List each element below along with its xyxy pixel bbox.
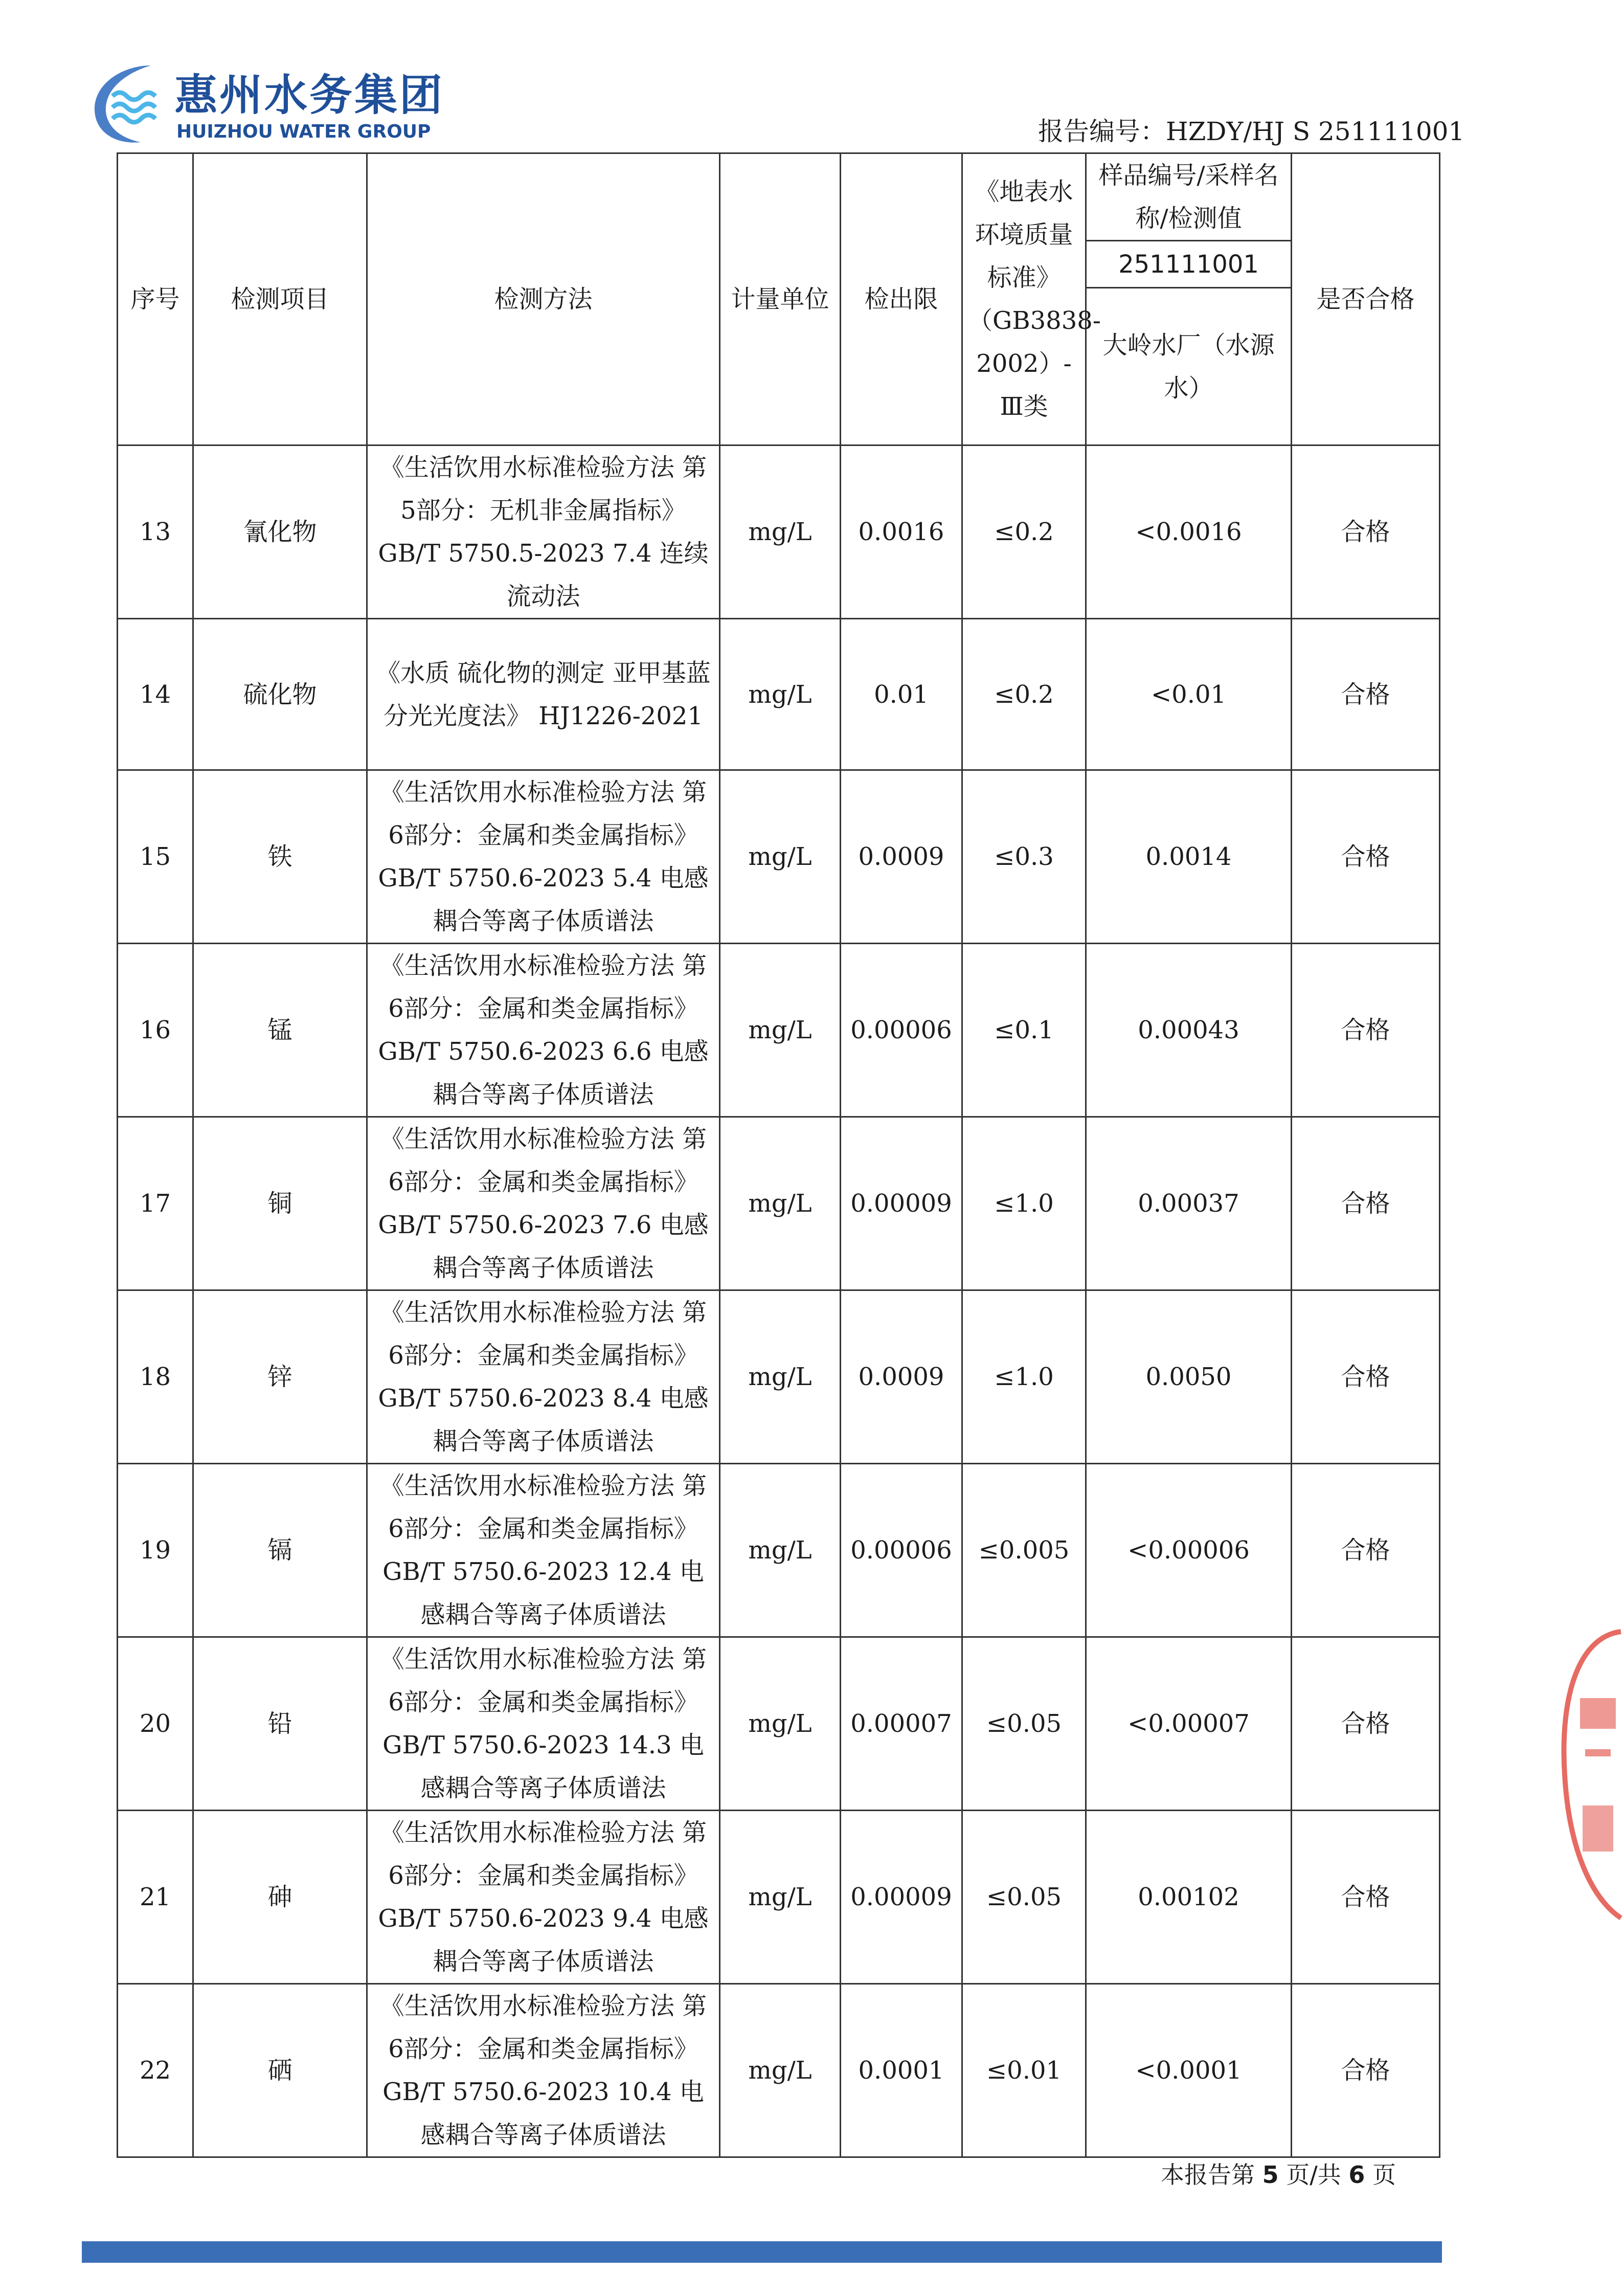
cell-limit: 0.0009 bbox=[841, 1290, 962, 1464]
cell-unit: mg/L bbox=[720, 1464, 841, 1637]
cell-unit: mg/L bbox=[720, 1984, 841, 2157]
cell-seq: 21 bbox=[118, 1811, 193, 1984]
cell-seq: 20 bbox=[118, 1637, 193, 1811]
cell-method: 《水质 硫化物的测定 亚甲基蓝分光光度法》 HJ1226-2021 bbox=[367, 619, 720, 770]
table-row bbox=[118, 1811, 1440, 1984]
cell-limit: 0.00006 bbox=[841, 944, 962, 1117]
table-row bbox=[118, 1464, 1440, 1637]
cell-limit: 0.00006 bbox=[841, 1464, 962, 1637]
cell-seq: 15 bbox=[118, 770, 193, 944]
cell-value: <0.00006 bbox=[1086, 1464, 1292, 1637]
cell-method: 《生活饮用水标准检验方法 第6部分：金属和类金属指标》GB/T 5750.6-2023 7.6 电感耦合等离子体质谱法 bbox=[367, 1117, 720, 1290]
cell-pass: 合格 bbox=[1292, 1117, 1440, 1290]
cell-limit: 0.0001 bbox=[841, 1984, 962, 2157]
cell-method: 《生活饮用水标准检验方法 第6部分：金属和类金属指标》GB/T 5750.6-2023 9.4 电感耦合等离子体质谱法 bbox=[367, 1811, 720, 1984]
cell-item: 硫化物 bbox=[193, 619, 367, 770]
cell-unit: mg/L bbox=[720, 1117, 841, 1290]
header-unit: 计量单位 bbox=[720, 153, 841, 445]
cell-seq: 18 bbox=[118, 1290, 193, 1464]
cell-limit: 0.0016 bbox=[841, 445, 962, 619]
cell-method: 《生活饮用水标准检验方法 第6部分：金属和类金属指标》GB/T 5750.6-2023 10.4 电感耦合等离子体质谱法 bbox=[367, 1984, 720, 2157]
cell-unit: mg/L bbox=[720, 1811, 841, 1984]
cell-item: 锰 bbox=[193, 944, 367, 1117]
page-middle: 页/共 bbox=[1286, 2161, 1341, 2189]
cell-unit: mg/L bbox=[720, 1637, 841, 1811]
cell-pass: 合格 bbox=[1292, 1984, 1440, 2157]
cell-method: 《生活饮用水标准检验方法 第6部分：金属和类金属指标》GB/T 5750.6-2023 8.4 电感耦合等离子体质谱法 bbox=[367, 1290, 720, 1464]
cell-pass: 合格 bbox=[1292, 1637, 1440, 1811]
cell-seq: 17 bbox=[118, 1117, 193, 1290]
cell-method: 《生活饮用水标准检验方法 第6部分：金属和类金属指标》GB/T 5750.6-2023 12.4 电感耦合等离子体质谱法 bbox=[367, 1464, 720, 1637]
cell-limit: 0.01 bbox=[841, 619, 962, 770]
header-item: 检测项目 bbox=[193, 153, 367, 445]
cell-seq: 13 bbox=[118, 445, 193, 619]
company-name-cn: 惠州水务集团 bbox=[174, 70, 445, 120]
company-logo bbox=[74, 60, 445, 147]
cell-pass: 合格 bbox=[1292, 1290, 1440, 1464]
cell-standard: ≤1.0 bbox=[962, 1117, 1086, 1290]
cell-unit: mg/L bbox=[720, 619, 841, 770]
cell-value: 0.0050 bbox=[1086, 1290, 1292, 1464]
header-method: 检测方法 bbox=[367, 153, 720, 445]
cell-value: 0.00043 bbox=[1086, 944, 1292, 1117]
header-sample-id: 251111001 bbox=[1086, 241, 1292, 288]
cell-standard: ≤0.3 bbox=[962, 770, 1086, 944]
header-sample-group: 样品编号/采样名称/检测值 bbox=[1086, 153, 1292, 241]
test-results-table bbox=[117, 152, 1440, 2158]
cell-standard: ≤0.01 bbox=[962, 1984, 1086, 2157]
header-limit: 检出限 bbox=[841, 153, 962, 445]
cell-item: 砷 bbox=[193, 1811, 367, 1984]
cell-item: 氰化物 bbox=[193, 445, 367, 619]
cell-item: 铅 bbox=[193, 1637, 367, 1811]
cell-value: 0.0014 bbox=[1086, 770, 1292, 944]
cell-seq: 19 bbox=[118, 1464, 193, 1637]
table-row bbox=[118, 1637, 1440, 1811]
cell-seq: 14 bbox=[118, 619, 193, 770]
header-seq: 序号 bbox=[118, 153, 193, 445]
cell-method: 《生活饮用水标准检验方法 第6部分：金属和类金属指标》GB/T 5750.6-2023 14.3 电感耦合等离子体质谱法 bbox=[367, 1637, 720, 1811]
cell-value: <0.00007 bbox=[1086, 1637, 1292, 1811]
cell-value: 0.00102 bbox=[1086, 1811, 1292, 1984]
cell-seq: 16 bbox=[118, 944, 193, 1117]
page-suffix: 页 bbox=[1372, 2161, 1396, 2189]
cell-unit: mg/L bbox=[720, 1290, 841, 1464]
cell-unit: mg/L bbox=[720, 770, 841, 944]
cell-item: 铁 bbox=[193, 770, 367, 944]
table-row bbox=[118, 1984, 1440, 2157]
cell-limit: 0.00009 bbox=[841, 1117, 962, 1290]
page-current: 5 bbox=[1262, 2161, 1279, 2189]
cell-item: 镉 bbox=[193, 1464, 367, 1637]
table-row bbox=[118, 1117, 1440, 1290]
cell-method: 《生活饮用水标准检验方法 第6部分：金属和类金属指标》GB/T 5750.6-2023 6.6 电感耦合等离子体质谱法 bbox=[367, 944, 720, 1117]
cell-value: <0.0016 bbox=[1086, 445, 1292, 619]
red-seal-stamp-icon bbox=[1544, 1621, 1624, 1928]
cell-item: 铜 bbox=[193, 1117, 367, 1290]
cell-pass: 合格 bbox=[1292, 1464, 1440, 1637]
cell-standard: ≤0.05 bbox=[962, 1637, 1086, 1811]
cell-item: 锌 bbox=[193, 1290, 367, 1464]
cell-value: <0.0001 bbox=[1086, 1984, 1292, 2157]
cell-standard: ≤0.2 bbox=[962, 619, 1086, 770]
header-standard: 《地表水环境质量标准》（GB3838-2002）-Ⅲ类 bbox=[962, 153, 1086, 445]
cell-seq: 22 bbox=[118, 1984, 193, 2157]
cell-standard: ≤0.1 bbox=[962, 944, 1086, 1117]
page-prefix: 本报告第 bbox=[1161, 2161, 1255, 2189]
report-number: 报告编号：HZDY/HJ S 251111001 bbox=[1038, 117, 1465, 146]
page-indicator bbox=[1161, 2159, 1437, 2190]
cell-unit: mg/L bbox=[720, 445, 841, 619]
table-row bbox=[118, 445, 1440, 619]
table-row bbox=[118, 944, 1440, 1117]
cell-pass: 合格 bbox=[1292, 1811, 1440, 1984]
cell-limit: 0.00007 bbox=[841, 1637, 962, 1811]
table-row bbox=[118, 1290, 1440, 1464]
water-drop-logo-icon bbox=[74, 60, 176, 147]
cell-pass: 合格 bbox=[1292, 619, 1440, 770]
cell-value: <0.01 bbox=[1086, 619, 1292, 770]
cell-pass: 合格 bbox=[1292, 445, 1440, 619]
company-name-en: HUIZHOU WATER GROUP bbox=[176, 121, 431, 142]
header-sample-name: 大岭水厂（水源水） bbox=[1086, 288, 1292, 445]
cell-pass: 合格 bbox=[1292, 944, 1440, 1117]
cell-standard: ≤0.2 bbox=[962, 445, 1086, 619]
cell-item: 硒 bbox=[193, 1984, 367, 2157]
cell-limit: 0.00009 bbox=[841, 1811, 962, 1984]
footer-bar bbox=[82, 2241, 1442, 2263]
cell-limit: 0.0009 bbox=[841, 770, 962, 944]
cell-unit: mg/L bbox=[720, 944, 841, 1117]
cell-standard: ≤1.0 bbox=[962, 1290, 1086, 1464]
cell-value: 0.00037 bbox=[1086, 1117, 1292, 1290]
cell-method: 《生活饮用水标准检验方法 第5部分：无机非金属指标》GB/T 5750.5-2023 7.4 连续流动法 bbox=[367, 445, 720, 619]
cell-method: 《生活饮用水标准检验方法 第6部分：金属和类金属指标》GB/T 5750.6-2023 5.4 电感耦合等离子体质谱法 bbox=[367, 770, 720, 944]
cell-standard: ≤0.005 bbox=[962, 1464, 1086, 1637]
page-total: 6 bbox=[1348, 2161, 1365, 2189]
header-pass: 是否合格 bbox=[1292, 153, 1440, 445]
cell-pass: 合格 bbox=[1292, 770, 1440, 944]
table-row bbox=[118, 770, 1440, 944]
table-row bbox=[118, 619, 1440, 770]
cell-standard: ≤0.05 bbox=[962, 1811, 1086, 1984]
